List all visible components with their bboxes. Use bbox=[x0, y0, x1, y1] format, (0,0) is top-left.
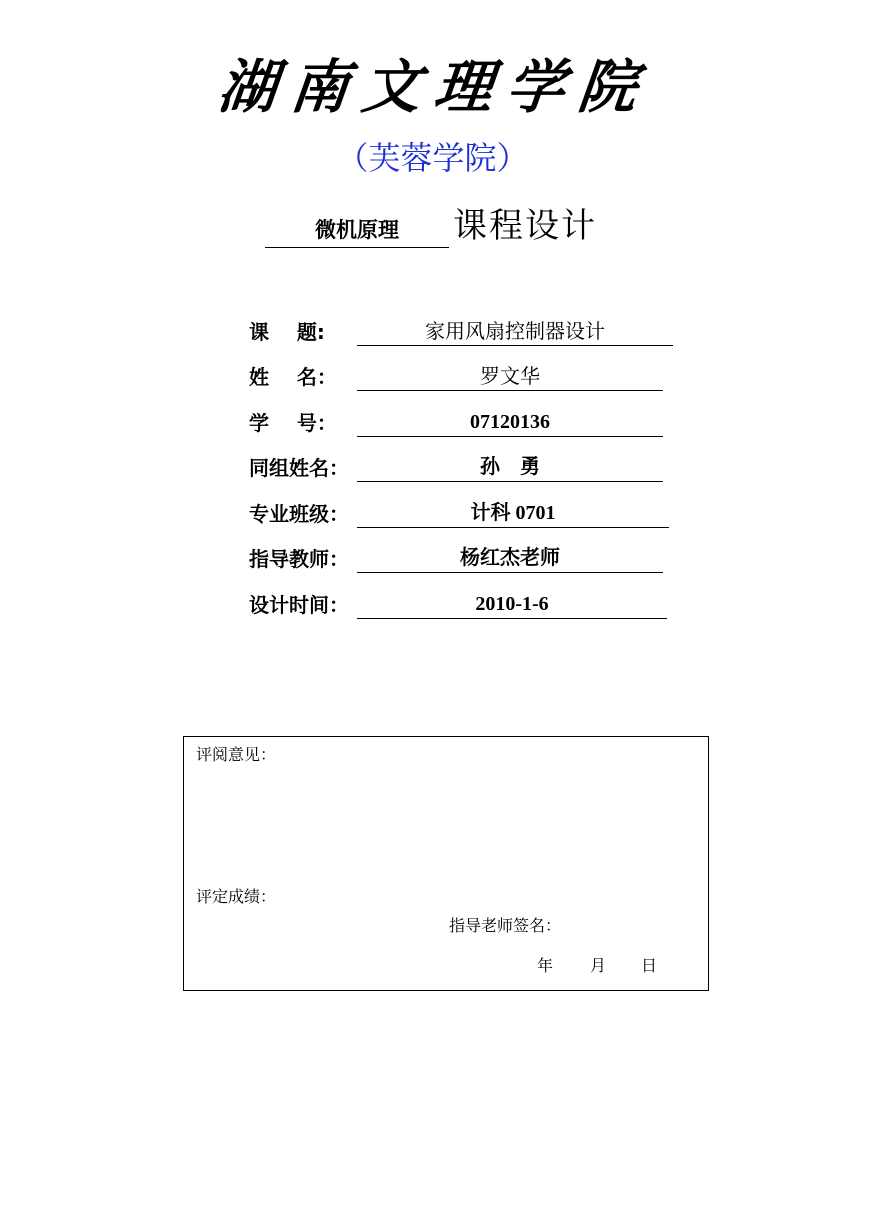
field-label-advisor: 指导教师： bbox=[249, 547, 349, 571]
field-label-name: 姓 名： bbox=[249, 365, 337, 389]
field-label-student-id: 学 号： bbox=[249, 411, 337, 435]
field-row-class bbox=[249, 496, 669, 528]
field-value-design-date: 2010-1-6 bbox=[357, 591, 667, 619]
field-row-student-id bbox=[249, 405, 663, 437]
field-value-class: 计科 0701 bbox=[357, 500, 669, 528]
field-row-topic bbox=[249, 314, 673, 346]
field-value-student-id: 07120136 bbox=[357, 409, 663, 437]
field-value-group-member: 孙 勇 bbox=[357, 454, 663, 482]
sub-school-text: （芙蓉学院） bbox=[336, 139, 529, 177]
course-name: 微机原理 bbox=[265, 215, 449, 248]
review-comments-label: 评阅意见： bbox=[196, 745, 277, 764]
field-value-name: 罗文华 bbox=[357, 363, 663, 391]
field-label-class: 专业班级： bbox=[249, 502, 349, 526]
course-title-line bbox=[265, 204, 597, 248]
field-value-topic: 家用风扇控制器设计 bbox=[357, 318, 673, 346]
review-signature-label: 指导老师签名： bbox=[449, 916, 562, 935]
review-day-label: 日 bbox=[641, 956, 658, 975]
sub-school-title bbox=[0, 138, 869, 178]
review-grade-label: 评定成绩： bbox=[196, 887, 277, 906]
field-row-design-date bbox=[249, 587, 667, 619]
field-row-group-member bbox=[249, 450, 663, 482]
school-name-logo: 湖南文理学院 bbox=[214, 53, 655, 121]
field-value-advisor: 杨红杰老师 bbox=[357, 545, 663, 573]
field-row-advisor bbox=[249, 541, 663, 573]
field-row-name bbox=[249, 359, 663, 391]
field-label-topic: 课 题: bbox=[249, 320, 325, 344]
review-box bbox=[183, 736, 709, 991]
review-month-label: 月 bbox=[590, 956, 607, 975]
review-year-label: 年 bbox=[537, 956, 554, 975]
course-suffix: 课程设计 bbox=[453, 206, 597, 246]
field-label-group-member: 同组姓名： bbox=[249, 456, 349, 480]
field-label-design-date: 设计时间： bbox=[249, 593, 349, 617]
